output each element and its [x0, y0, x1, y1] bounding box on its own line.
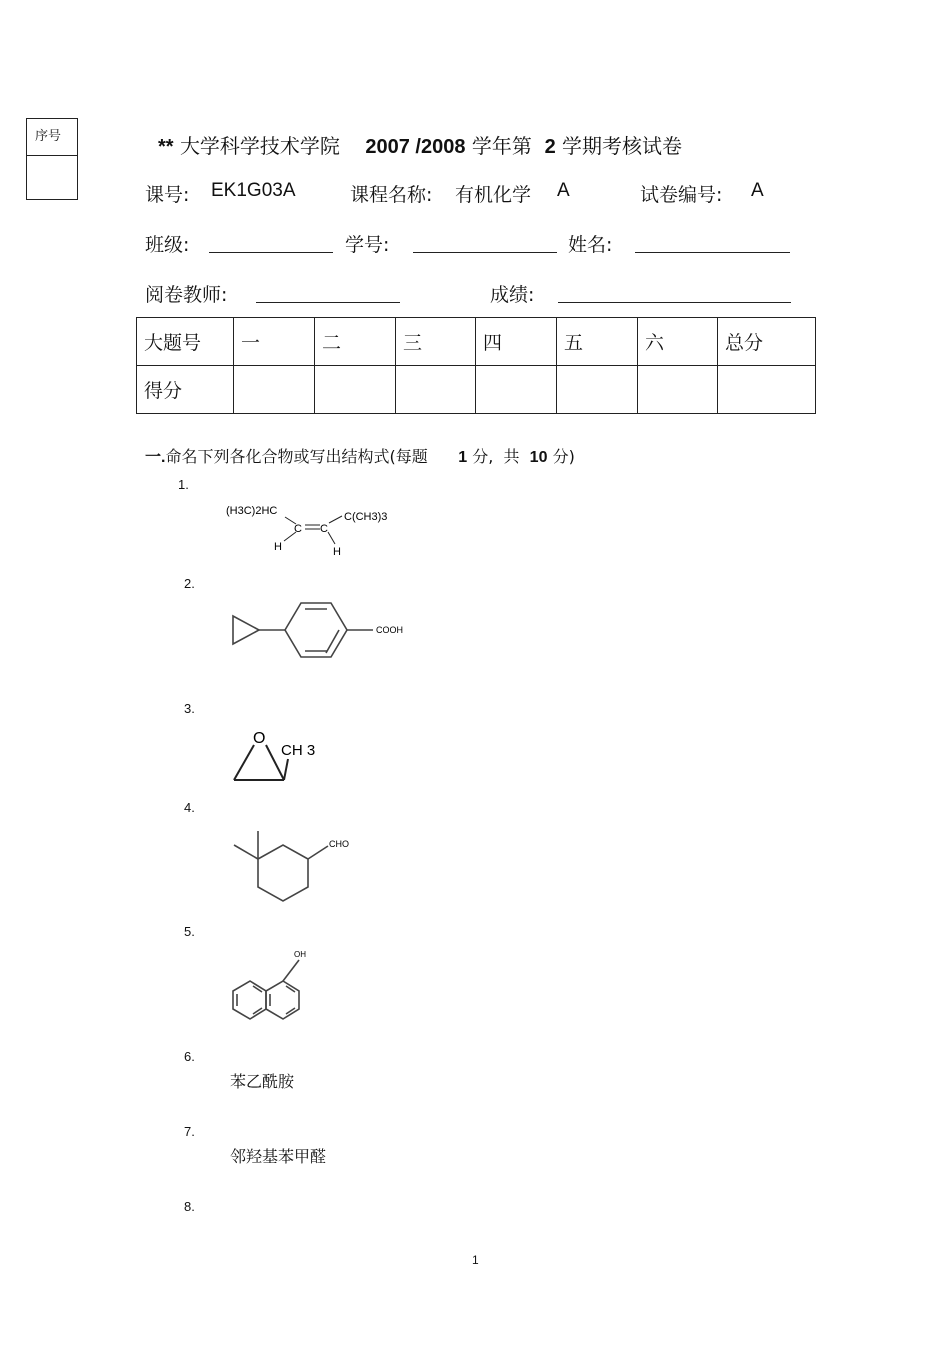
q2-label-cooh: COOH [376, 625, 403, 635]
score-label: 成绩: [490, 284, 535, 306]
q2-bonds [233, 603, 373, 657]
question-6-text: 苯乙酰胺 [230, 1072, 295, 1091]
exam-name: 学期考核试卷 [562, 134, 683, 158]
section-1-heading [145, 444, 575, 467]
q4-label-cho: CHO [329, 839, 349, 849]
q3-label-oxygen: O [253, 730, 266, 747]
student-id-label: 学号: [345, 234, 390, 256]
score-cell-4[interactable] [476, 366, 557, 414]
name-field[interactable] [635, 252, 790, 253]
score-table [136, 317, 816, 414]
section-1-per-question: 1 [458, 449, 468, 466]
school-name: 大学科学技术学院 [179, 134, 340, 158]
section-1-prefix: 一. [145, 449, 166, 466]
q1-label-isopropyl: (H3C)2HC [226, 505, 278, 517]
q1-label-h1: H [274, 541, 282, 553]
question-2-number: 2. [184, 576, 195, 591]
question-6-number: 6. [184, 1049, 195, 1064]
question-3-structure [228, 725, 328, 785]
paper-number-label: 试卷编号: [640, 184, 723, 206]
header-cell-1: 一 [234, 318, 315, 366]
score-cell-2[interactable] [315, 366, 396, 414]
q4-bonds [234, 831, 328, 901]
question-1-structure [220, 498, 420, 562]
q1-label-c2: C [320, 523, 328, 535]
q3-label-methyl: CH 3 [281, 742, 316, 759]
academic-year-label: 学年第 [471, 134, 532, 158]
section-1-title: 命名下列各化合物或写出结构式(每题 [165, 447, 428, 466]
course-code: EK1G03A [211, 180, 296, 201]
score-cell-total[interactable] [718, 366, 816, 414]
question-4-number: 4. [184, 800, 195, 815]
header-cell-question: 大题号 [137, 318, 234, 366]
course-name-label: 课程名称: [350, 184, 433, 206]
student-id-field[interactable] [413, 252, 557, 253]
score-table-header-row [137, 318, 816, 366]
score-table-score-row [137, 366, 816, 414]
page-number: 1 [472, 1253, 479, 1267]
question-4-structure [228, 826, 368, 908]
question-2-structure [225, 598, 415, 662]
score-cell-6[interactable] [638, 366, 718, 414]
question-5-number: 5. [184, 924, 195, 939]
question-1-number: 1. [178, 477, 189, 492]
q5-bonds [233, 960, 299, 1019]
score-cell-3[interactable] [396, 366, 476, 414]
course-name-variant: A [557, 180, 570, 201]
header-cell-3: 三 [396, 318, 476, 366]
paper-number: A [751, 180, 764, 201]
score-cell-5[interactable] [557, 366, 638, 414]
serial-number-label: 序号 [35, 129, 62, 144]
q1-bonds [284, 516, 342, 544]
section-1-unit-a: 分, [472, 447, 494, 466]
header-cell-2: 二 [315, 318, 396, 366]
q3-bonds [234, 745, 288, 780]
title-prefix: ** [158, 136, 174, 158]
section-1-unit-b: 分) [552, 447, 575, 466]
header-cell-total: 总分 [718, 318, 816, 366]
question-5-structure [225, 946, 335, 1036]
serial-number-divider [27, 155, 77, 156]
score-row-label: 得分 [137, 366, 234, 414]
score-field[interactable] [558, 302, 791, 303]
q1-label-tbutyl: C(CH3)3 [344, 511, 388, 523]
grader-label: 阅卷教师: [145, 284, 228, 306]
score-cell-1[interactable] [234, 366, 315, 414]
question-7-text: 邻羟基苯甲醛 [230, 1147, 327, 1166]
q5-label-oh: OH [294, 950, 306, 959]
header-cell-5: 五 [557, 318, 638, 366]
exam-title [158, 130, 682, 159]
header-cell-6: 六 [638, 318, 718, 366]
course-code-label: 课号: [145, 184, 190, 206]
q1-label-h2: H [333, 546, 341, 558]
q1-label-c1: C [294, 523, 302, 535]
header-cell-4: 四 [476, 318, 557, 366]
class-field[interactable] [209, 252, 333, 253]
class-label: 班级: [145, 234, 190, 256]
grader-field[interactable] [256, 302, 400, 303]
question-3-number: 3. [184, 701, 195, 716]
serial-number-box [26, 118, 78, 200]
question-7-number: 7. [184, 1124, 195, 1139]
course-name: 有机化学 [455, 184, 532, 206]
question-8-number: 8. [184, 1199, 195, 1214]
section-1-total-label: 共 [503, 447, 520, 466]
semester-number: 2 [544, 136, 556, 158]
academic-year: 2007 /2008 [365, 136, 466, 158]
section-1-total: 10 [529, 449, 548, 466]
name-label: 姓名: [568, 234, 613, 256]
